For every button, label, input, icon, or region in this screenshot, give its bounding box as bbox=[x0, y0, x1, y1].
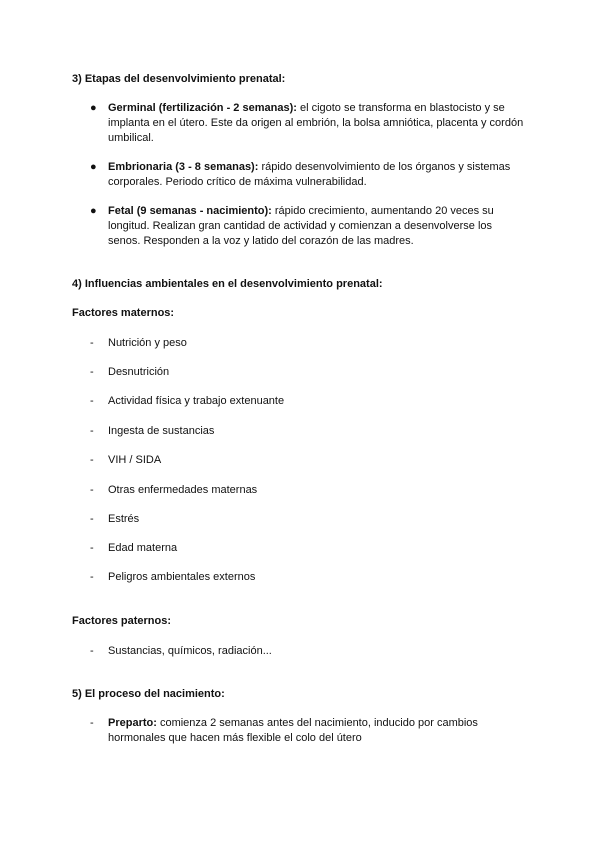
embrionaria-text-1: rápido desenvolvimiento de los órganos y sistemas bbox=[258, 161, 511, 173]
maternal-factor-item: Otras enfermedades maternas bbox=[108, 484, 258, 496]
embrionaria-text-2: corporales. Periodo crítico de máxima vulnerabilidad. bbox=[108, 176, 367, 188]
dash-marker: - bbox=[90, 425, 94, 437]
germinal-text-2: implanta en el útero. Este da origen al embrión, la bolsa amniótica, placenta y cordón bbox=[108, 117, 524, 129]
section-5-heading: 5) El proceso del nacimiento: bbox=[72, 688, 225, 700]
maternal-factor-item: Edad materna bbox=[108, 542, 178, 554]
maternal-factor-item: Peligros ambientales externos bbox=[108, 571, 256, 583]
maternal-factor-item: Nutrición y peso bbox=[108, 337, 187, 349]
paternal-factors-heading: Factores paternos: bbox=[72, 615, 172, 627]
dash-marker: - bbox=[90, 717, 94, 729]
germinal-text-3: umbilical. bbox=[108, 132, 154, 144]
dash-marker: - bbox=[90, 571, 94, 583]
dash-marker: - bbox=[90, 645, 94, 657]
maternal-factor-item: Estrés bbox=[108, 513, 140, 525]
bullet-icon: ● bbox=[90, 161, 97, 173]
dash-marker: - bbox=[90, 454, 94, 466]
paternal-factor-item: Sustancias, químicos, radiación... bbox=[108, 645, 272, 657]
fetal-term: Fetal (9 semanas - nacimiento): bbox=[108, 205, 272, 217]
dash-marker: - bbox=[90, 513, 94, 525]
list-item-fetal bbox=[108, 204, 494, 219]
section-3-heading: 3) Etapas del desenvolvimiento prenatal: bbox=[72, 73, 286, 85]
bullet-icon: ● bbox=[90, 205, 97, 217]
fetal-text-3: senos. Responden a la voz y latido del corazón de las madres. bbox=[108, 235, 414, 247]
embrionaria-term: Embrionaria (3 - 8 semanas): bbox=[108, 161, 259, 173]
dash-marker: - bbox=[90, 395, 94, 407]
list-item-embrionaria bbox=[108, 160, 510, 175]
germinal-text-1: el cigoto se transforma en blastocisto y se bbox=[296, 102, 505, 114]
dash-marker: - bbox=[90, 484, 94, 496]
dash-marker: - bbox=[90, 542, 94, 554]
preparto-text-2: hormonales que hacen más flexible el colo del útero bbox=[108, 732, 362, 744]
bullet-icon: ● bbox=[90, 102, 97, 114]
maternal-factor-item: Desnutrición bbox=[108, 366, 170, 378]
maternal-factors-heading: Factores maternos: bbox=[72, 307, 175, 319]
germinal-term: Germinal (fertilización - 2 semanas): bbox=[108, 102, 297, 114]
preparto-text-1: comienza 2 semanas antes del nacimiento, inducido por cambios bbox=[156, 717, 478, 729]
fetal-text-2: longitud. Realizan gran cantidad de actividad y comienzan a desenvolverse los bbox=[108, 220, 493, 232]
maternal-factor-item: VIH / SIDA bbox=[108, 454, 162, 466]
dash-marker: - bbox=[90, 366, 94, 378]
section-4-heading: 4) Influencias ambientales en el desenvolvimiento prenatal: bbox=[72, 278, 383, 290]
list-item-germinal bbox=[108, 101, 505, 116]
fetal-text-1: rápido crecimiento, aumentando 20 veces su bbox=[271, 205, 494, 217]
maternal-factor-item: Ingesta de sustancias bbox=[108, 425, 215, 437]
list-item-preparto bbox=[108, 716, 478, 731]
preparto-term: Preparto: bbox=[108, 717, 157, 729]
dash-marker: - bbox=[90, 337, 94, 349]
maternal-factor-item: Actividad física y trabajo extenuante bbox=[108, 395, 285, 407]
